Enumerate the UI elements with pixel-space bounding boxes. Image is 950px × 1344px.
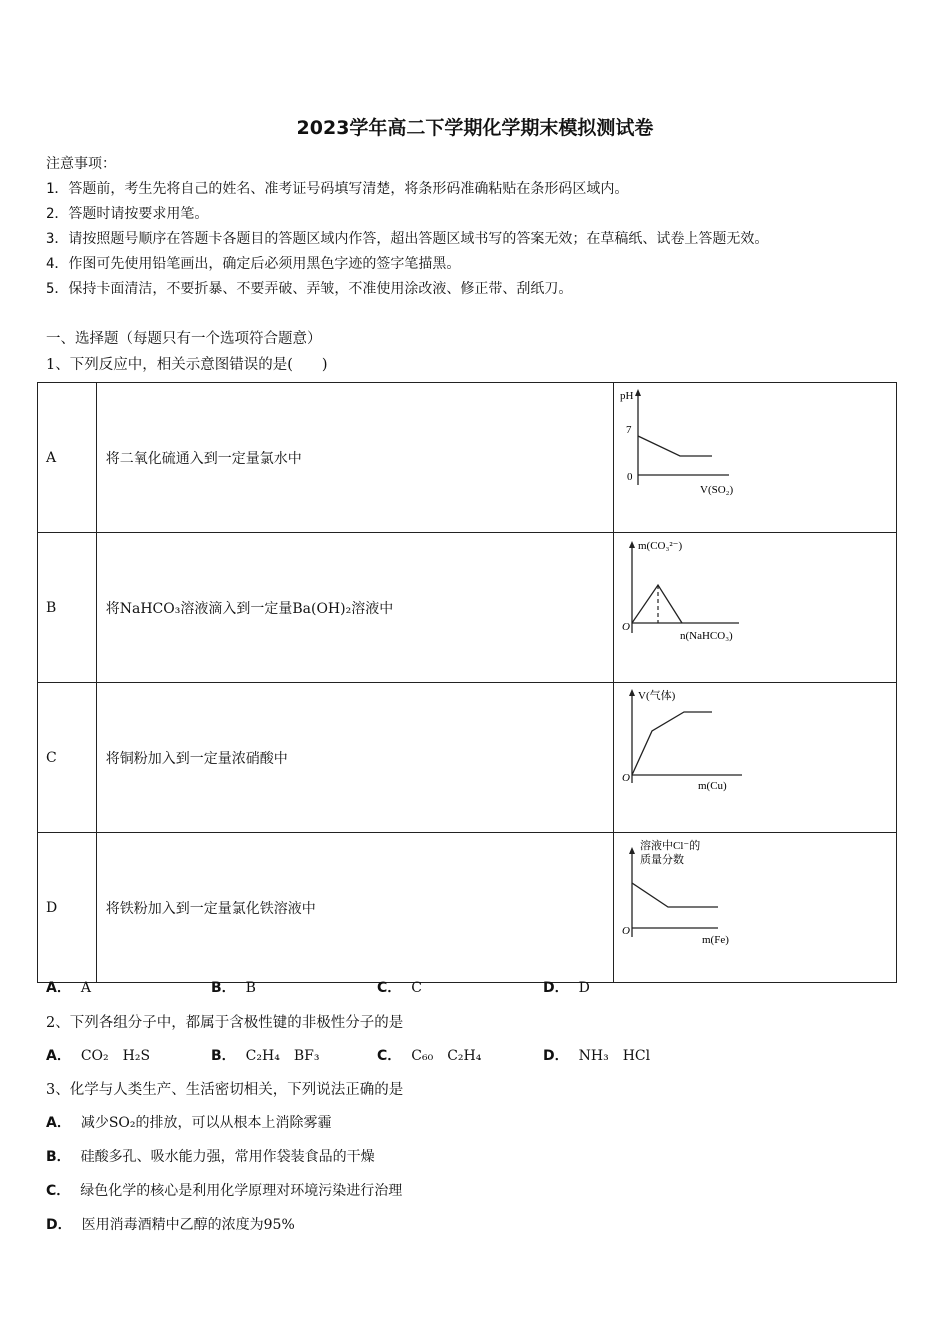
ph-curve [638,436,712,456]
graph-b [614,533,896,678]
option-a[interactable]: A． A [46,980,91,996]
row-text: 将NaHCO₃溶液滴入到一定量Ba(OH)₂溶液中 [96,533,613,683]
page-title: 2023学年高二下学期化学期末模拟测试卷 [296,117,654,139]
graph-a [614,383,896,528]
graph-cell-d [613,833,896,983]
y-axis-arrow [629,689,635,696]
y-tick-label: 7 [625,424,632,436]
table-row [38,833,897,983]
question-1-table [37,382,897,983]
y-axis-label: m(CO₃²⁻) [637,540,683,552]
question-3-option-c[interactable]: C． 绿色化学的核心是利用化学原理对环境污染进行治理 [46,1183,403,1199]
table-row [38,533,897,683]
option-d[interactable]: D． D [543,980,590,996]
option-d[interactable]: D． NH₃ HCl [543,1048,651,1064]
mass-curve [632,585,682,623]
row-label: B [38,533,97,683]
y-axis-label-line1: 溶液中Cl⁻的 [639,840,701,852]
row-text: 将铜粉加入到一定量浓硝酸中 [96,683,613,833]
gas-curve [632,712,712,775]
graph-c [614,683,896,828]
graph-cell-b [613,533,896,683]
question-3-stem: 3、化学与人类生产、生活密切相关，下列说法正确的是 [46,1082,404,1098]
option-c[interactable]: C． C [377,980,422,996]
x-axis-label: m(Fe) [701,934,729,946]
question-3-option-a[interactable]: A． 减少SO₂的排放，可以从根本上消除雾霾 [46,1115,332,1131]
notice-item: 5．保持卡面清洁，不要折暴、不要弄破、弄皱，不准使用涂改液、修正带、刮纸刀。 [46,281,573,297]
x-axis-label: n(NaHCO₃) [679,630,733,642]
notice-item: 3．请按照题号顺序在答题卡各题目的答题区域内作答，超出答题区域书写的答案无效；在草稿纸、试卷上答题无效。 [46,231,769,247]
row-text: 将铁粉加入到一定量氯化铁溶液中 [96,833,613,983]
question-3-option-b[interactable]: B． 硅酸多孔、吸水能力强，常用作袋装食品的干燥 [46,1149,375,1165]
origin-label: O [621,621,630,633]
table-row [38,383,897,533]
table-row [38,683,897,833]
row-label: A [38,383,97,533]
option-b[interactable]: B． C₂H₄ BF₃ [211,1048,320,1064]
notice-item: 4．作图可先使用铅笔画出，确定后必须用黑色字迹的签字笔描黑。 [46,256,461,272]
fraction-curve [632,883,718,907]
row-text: 将二氧化硫通入到一定量氯水中 [96,383,613,533]
y-axis-label: pH [619,390,634,402]
origin-label: 0 [626,471,633,483]
option-c[interactable]: C． C₆₀ C₂H₄ [377,1048,482,1064]
origin-label: O [621,772,630,784]
graph-cell-c [613,683,896,833]
question-3-option-d[interactable]: D． 医用消毒酒精中乙醇的浓度为95% [46,1217,295,1233]
y-axis-label: V(气体) [637,690,676,702]
question-2-stem: 2、下列各组分子中，都属于含极性键的非极性分子的是 [46,1015,404,1031]
graph-cell-a [613,383,896,533]
x-axis-label: m(Cu) [697,780,727,792]
notice-heading: 注意事项： [46,156,116,172]
y-axis-arrow [629,541,635,548]
option-a[interactable]: A． CO₂ H₂S [46,1048,151,1064]
section-heading: 一、选择题（每题只有一个选项符合题意） [46,331,322,347]
y-axis-arrow [635,389,641,396]
x-axis-label: V(SO₂) [699,484,734,496]
row-label: C [38,683,97,833]
row-label: D [38,833,97,983]
question-1-stem: 1、下列反应中，相关示意图错误的是( ) [46,357,328,373]
y-axis-label-line2: 质量分数 [639,854,684,866]
y-axis-arrow [629,847,635,854]
graph-d [614,833,896,978]
notice-item: 1．答题前，考生先将自己的姓名、准考证号码填写清楚，将条形码准确粘贴在条形码区域内。 [46,181,629,197]
origin-label: O [621,925,630,937]
notice-item: 2．答题时请按要求用笔。 [46,206,209,222]
option-b[interactable]: B． B [211,980,256,996]
